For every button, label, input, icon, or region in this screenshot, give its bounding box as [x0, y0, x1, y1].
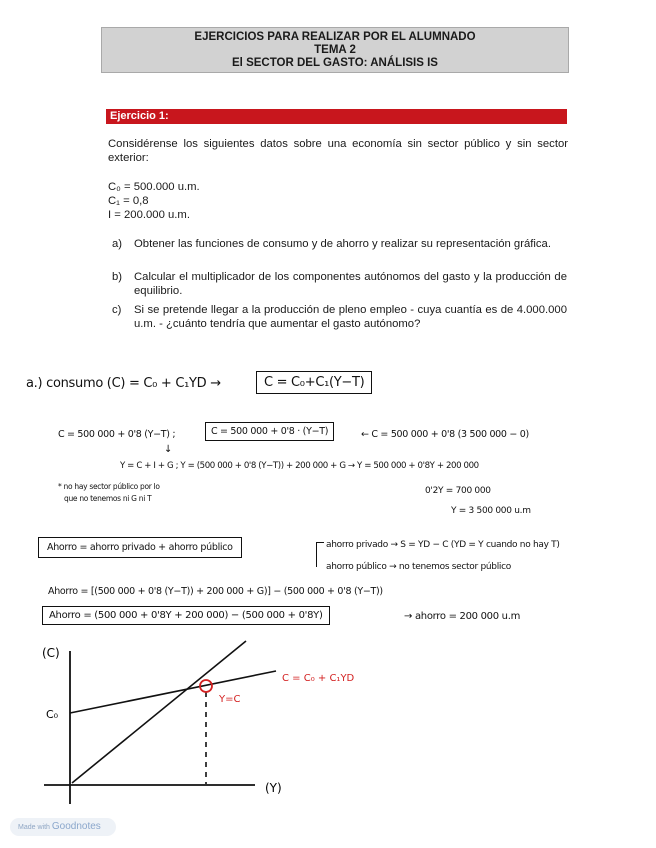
graph-y-label: (C) [42, 646, 60, 660]
question-label: c) [112, 304, 122, 316]
header-line-2: TEMA 2 [314, 44, 356, 56]
hw-consumo-box: C = C₀+C₁(Y−T) [256, 371, 372, 394]
forty-five-degree-line [72, 641, 246, 783]
hw-ahorro-definition-box: Ahorro = ahorro privado + ahorro público [38, 537, 242, 558]
exercise-title-bar: Ejercicio 1: [106, 109, 567, 124]
graph-x-label: (Y) [265, 781, 282, 795]
question-label: b) [112, 271, 123, 283]
question-text: Calcular el multiplicador de los componentes autónomos del gasto y la producción de equilibrio. [134, 271, 567, 297]
exercise-intro: Considérense los siguientes datos sobre una economía sin sector público y sin sector exterior: [108, 138, 568, 164]
hw-equilibrium-equation: Y = C + I + G ; Y = (500 000 + 0'8 (Y−T)) + 200 000 + G → Y = 500 000 + 0'8Y + 200 000 [120, 461, 479, 471]
data-item-i: I = 200.000 u.m. [108, 209, 190, 221]
data-item-c0: C₀ = 500.000 u.m. [108, 181, 200, 193]
question-text: Si se pretende llegar a la producción de pleno empleo - cuya cuantía es de 4.000.000 u.m. - ¿cuánto tendría que aumentar el gasto autónomo? [134, 304, 567, 330]
graph-point-label: Y=C [219, 694, 241, 705]
goodnotes-badge [10, 818, 116, 836]
badge-brand: Goodnotes [51, 821, 101, 832]
hw-ahorro-result: → ahorro = 200 000 u.m [404, 611, 521, 622]
header-line-3: El SECTOR DEL GASTO: ANÁLISIS IS [232, 57, 438, 69]
down-arrow-icon: ↓ [164, 444, 173, 455]
hw-ahorro-result-box: Ahorro = (500 000 + 0'8Y + 200 000) − (500 000 + 0'8Y) [42, 606, 330, 625]
hw-ahorro-privado: ahorro privado → S = YD − C (YD = Y cuando no hay T) [326, 540, 560, 550]
badge-prefix: Made with [18, 824, 50, 831]
hw-consumo-evaluation: ← C = 500 000 + 0'8 (3 500 000 − 0) [361, 429, 529, 440]
hw-ahorro-publico: ahorro público → no tenemos sector público [326, 562, 511, 572]
hw-note-line-1: * no hay sector público por lo [58, 482, 160, 491]
consumption-line [70, 671, 276, 713]
header-line-1: EJERCICIOS PARA REALIZAR POR EL ALUMNADO [194, 31, 476, 43]
data-item-c1: C₁ = 0,8 [108, 195, 149, 207]
hw-consumo-result-box: C = 500 000 + 0'8 · (Y−T) [205, 422, 334, 441]
question-text: Obtener las funciones de consumo y de ahorro y realizar su representación gráfica. [134, 238, 551, 250]
graph-line-label: C = C₀ + C₁YD [282, 673, 355, 684]
question-label: a) [112, 238, 123, 250]
hw-ahorro-expansion: Ahorro = [(500 000 + 0'8 (Y−T)) + 200 000 + G)] − (500 000 + 0'8 (Y−T)) [48, 586, 383, 597]
hw-equilibrium-step: 0'2Y = 700 000 [425, 486, 491, 496]
hw-consumo-definition: a.) consumo (C) = C₀ + C₁YD → [26, 376, 221, 391]
hw-consumo-substitution: C = 500 000 + 0'8 (Y−T) ; [58, 429, 176, 440]
hw-equilibrium-result: Y = 3 500 000 u.m [451, 506, 531, 516]
graph-intercept-label: C₀ [46, 708, 59, 721]
hw-note-line-2: que no tenemos ni G ni T [64, 494, 152, 503]
